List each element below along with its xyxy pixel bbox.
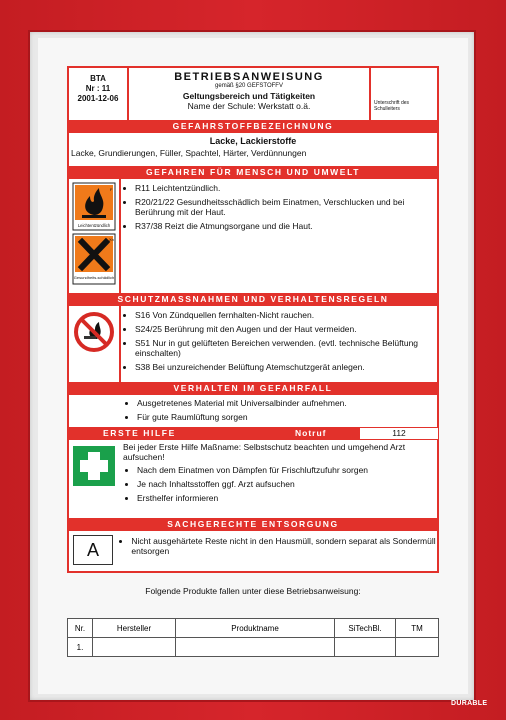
- operating-instructions: [67, 66, 439, 573]
- dangers-box: [67, 179, 439, 293]
- first-aid-intro: Bei jeder Erste Hilfe Maßname: Selbstschutz beachten und umgehend Arzt aufsuchen!: [123, 442, 406, 462]
- section-dangers-title: GEFAHREN FÜR MENSCH UND UMWELT: [67, 166, 439, 179]
- section-first-aid-title: ERSTE HILFE: [67, 427, 291, 440]
- hazard-symbols-icon: [69, 179, 119, 291]
- first-aid-item: • Je nach Inhaltsstoffen ggf. Arzt aufsuchen: [137, 479, 437, 489]
- column-product-name: Produktname: [176, 619, 335, 638]
- emergency-call-label: Notruf: [291, 427, 359, 440]
- protection-item: • S24/25 Berührung mit den Augen und der Haut vermeiden.: [135, 324, 437, 334]
- danger-item: • R11 Leichtentzündlich.: [135, 183, 437, 193]
- doc-date: 2001-12-06: [77, 94, 119, 103]
- substance-name: Lacke, Lackierstoffe: [209, 136, 297, 146]
- protection-item: • S38 Bei unzureichender Belüftung Atemschutzgerät anlegen.: [135, 362, 437, 372]
- document-header: [67, 66, 439, 120]
- danger-item: • R20/21/22 Gesundheitsschädlich beim Einatmen, Verschlucken und bei Berührung mit der Haut.: [135, 197, 437, 217]
- first-aid-box: [67, 440, 439, 518]
- document-title: BETRIEBSANWEISUNG: [174, 71, 324, 83]
- column-nr: Nr.: [68, 619, 93, 638]
- first-aid-item: • Ersthelfer informieren: [137, 493, 437, 503]
- brand-logo: DURABLE: [451, 700, 488, 707]
- disposal-item: • Nicht ausgehärtete Reste nicht in den Hausmüll, sondern separat als Sondermüll entsorgen: [131, 536, 437, 556]
- table-cell: [176, 638, 335, 657]
- column-tm: TM: [396, 619, 439, 638]
- first-aid-cross-icon: [69, 444, 119, 488]
- first-aid-content: [123, 440, 437, 518]
- doc-number: Nr : 11: [85, 84, 111, 93]
- signature-field: [369, 68, 437, 120]
- scope-title: Geltungsbereich und Tätigkeiten: [182, 91, 316, 101]
- row-number: 1.: [68, 638, 93, 657]
- emergency-number: 112: [359, 427, 439, 440]
- disposal-box: [67, 531, 439, 573]
- symbol1-code: F: [110, 187, 113, 192]
- school-name: Name der Schule: Werkstatt o.ä.: [187, 101, 311, 111]
- products-table: [67, 618, 439, 657]
- disposal-category-icon: A: [73, 535, 113, 565]
- substance-description: Lacke, Grundierungen, Füller, Spachtel, Härter, Verdünnungen: [71, 148, 307, 158]
- section-hazard-name-title: GEFAHRSTOFFBEZEICHNUNG: [67, 120, 439, 133]
- header-title-block: [129, 68, 369, 120]
- table-cell: [335, 638, 396, 657]
- protection-item: • S16 Von Zündquellen fernhalten-Nicht rauchen.: [135, 310, 437, 320]
- disposal-list: [117, 531, 437, 571]
- signature-label: Unterschrift des Schulleiters: [374, 100, 410, 112]
- first-aid-header: [67, 427, 439, 440]
- dangers-symbols: [69, 179, 121, 293]
- emergency-behavior-item: • Ausgetretenes Material mit Universalbinder aufnehmen.: [137, 398, 437, 408]
- document-subtitle: gemäß §20 GEFSTOFFV: [215, 83, 283, 89]
- section-protection-title: SCHUTZMASSNAHMEN UND VERHALTENSREGELN: [67, 293, 439, 306]
- protection-box: [67, 306, 439, 382]
- protection-item: • S51 Nur in gut gelüfteten Bereichen verwenden. (evtl. technische Belüftung einschalten): [135, 338, 437, 358]
- no-fire-icon: [69, 306, 119, 356]
- emergency-behavior-list: [123, 395, 437, 422]
- symbol2-code: Xn: [109, 237, 114, 242]
- header-id-block: [69, 68, 129, 120]
- first-aid-list: [123, 465, 437, 503]
- symbol1-label: Leichtentzündlich: [77, 223, 111, 228]
- first-aid-item: • Nach dem Einatmen von Dämpfen für Frischluftzufuhr sorgen: [137, 465, 437, 475]
- column-manufacturer: Hersteller: [93, 619, 176, 638]
- column-safety-datasheet: SiTechBl.: [335, 619, 396, 638]
- table-cell: [93, 638, 176, 657]
- table-header-row: [68, 619, 439, 638]
- section-disposal-title: SACHGERECHTE ENTSORGUNG: [67, 518, 439, 531]
- danger-item: • R37/38 Reizt die Atmungsorgane und die Haut.: [135, 221, 437, 231]
- first-aid-symbols: [69, 440, 123, 518]
- products-intro: Folgende Produkte fallen unter diese Betriebsanweisung:: [145, 586, 361, 596]
- table-cell: [396, 638, 439, 657]
- section-emergency-behavior-title: VERHALTEN IM GEFAHRFALL: [67, 382, 439, 395]
- hazard-name-box: [67, 133, 439, 166]
- doc-code: BTA: [90, 74, 106, 83]
- protection-list: [121, 306, 437, 382]
- protection-symbols: [69, 306, 121, 382]
- emergency-behavior-box: [67, 395, 439, 427]
- symbol2-label: Gesundheits-schädlich: [73, 275, 115, 280]
- dangers-list: [121, 179, 437, 293]
- table-row: [68, 638, 439, 657]
- disposal-symbols: [69, 531, 117, 571]
- emergency-behavior-item: • Für gute Raumlüftung sorgen: [137, 412, 437, 422]
